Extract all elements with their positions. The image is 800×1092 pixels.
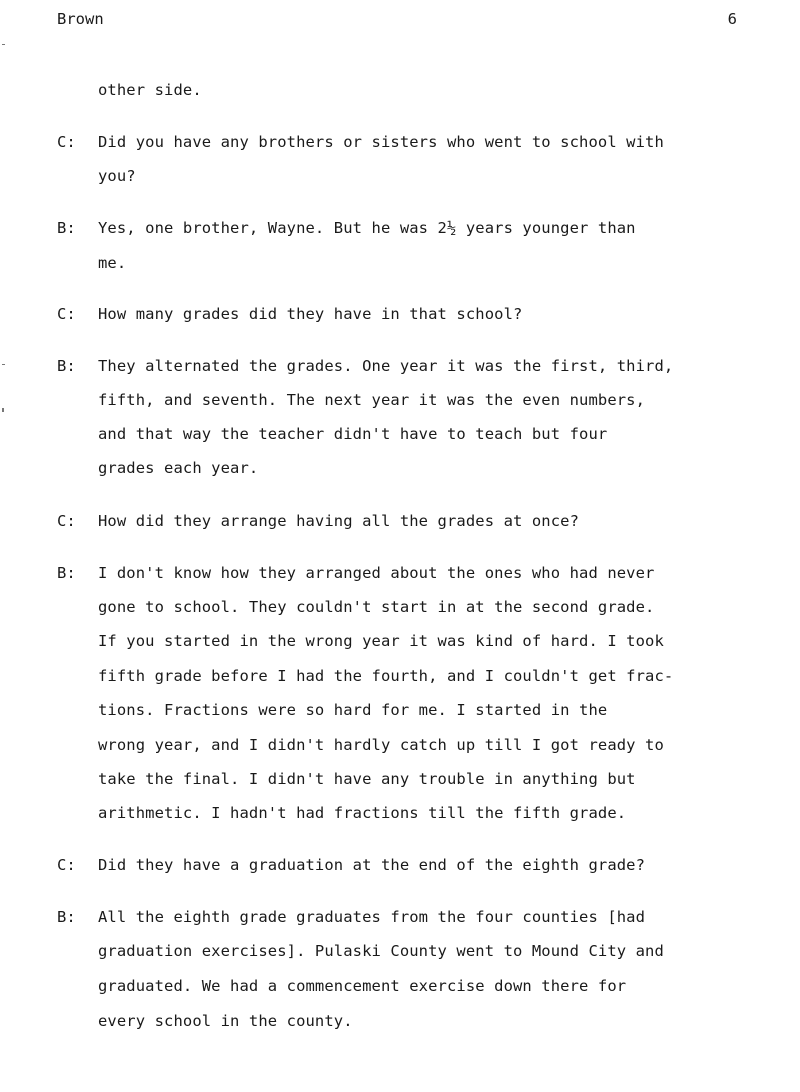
transcript-line: graduation exercises]. Pulaski County went to Mound City and <box>98 942 664 960</box>
transcript-line: If you started in the wrong year it was kind of hard. I took <box>98 632 664 650</box>
speaker-label: C: <box>57 133 76 151</box>
transcript-line: Did you have any brothers or sisters who went to school with <box>98 133 664 151</box>
scan-speck <box>2 364 5 365</box>
scan-speck <box>2 408 4 412</box>
transcript-line: arithmetic. I hadn't had fractions till the fifth grade. <box>98 804 627 822</box>
transcript-line: tions. Fractions were so hard for me. I started in the <box>98 701 608 719</box>
transcript-line: fifth grade before I had the fourth, and I couldn't get frac- <box>98 667 674 685</box>
speaker-label: C: <box>57 305 76 323</box>
transcript-line: me. <box>98 254 127 272</box>
transcript-line: They alternated the grades. One year it was the first, third, <box>98 357 674 375</box>
page-header-name: Brown <box>57 10 104 28</box>
transcript-line: How many grades did they have in that school? <box>98 305 523 323</box>
scan-speck <box>2 44 5 45</box>
transcript-line: fifth, and seventh. The next year it was the even numbers, <box>98 391 646 409</box>
transcript-line: you? <box>98 167 136 185</box>
transcript-line: gone to school. They couldn't start in at the second grade. <box>98 598 655 616</box>
transcript-line: and that way the teacher didn't have to teach but four <box>98 425 608 443</box>
transcript-line: Did they have a graduation at the end of the eighth grade? <box>98 856 646 874</box>
page-number: 6 <box>727 10 737 28</box>
transcript-line: wrong year, and I didn't hardly catch up till I got ready to <box>98 736 664 754</box>
transcript-line: other side. <box>98 81 202 99</box>
transcript-line: grades each year. <box>98 459 259 477</box>
speaker-label: B: <box>57 564 76 582</box>
speaker-label: C: <box>57 512 76 530</box>
transcript-line: Yes, one brother, Wayne. But he was 2½ years younger than <box>98 219 636 237</box>
speaker-label: C: <box>57 856 76 874</box>
speaker-label: B: <box>57 908 76 926</box>
speaker-label: B: <box>57 357 76 375</box>
transcript-line: graduated. We had a commencement exercise down there for <box>98 977 627 995</box>
transcript-line: All the eighth grade graduates from the four counties [had <box>98 908 646 926</box>
transcript-line: How did they arrange having all the grades at once? <box>98 512 580 530</box>
speaker-label: B: <box>57 219 76 237</box>
transcript-line: every school in the county. <box>98 1012 353 1030</box>
transcript-line: take the final. I didn't have any trouble in anything but <box>98 770 636 788</box>
transcript-line: I don't know how they arranged about the ones who had never <box>98 564 655 582</box>
